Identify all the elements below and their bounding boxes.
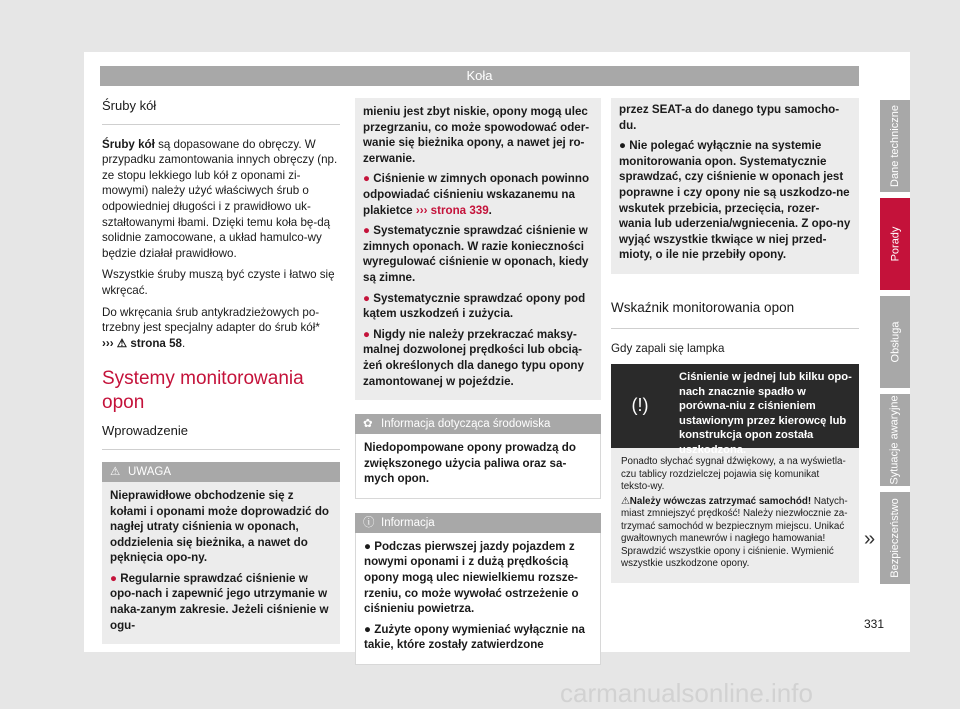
bullet-icon: ● <box>619 139 630 153</box>
warning-bullet <box>363 291 593 322</box>
bullet-icon: ● <box>110 571 121 585</box>
tab-obsluga[interactable] <box>880 296 910 388</box>
info-header <box>355 513 601 533</box>
warning-bullet <box>363 223 593 285</box>
environment-icon: ✿ <box>363 418 373 431</box>
subsection-title: Wprowadzenie <box>102 423 340 450</box>
warning-bullet <box>363 171 593 218</box>
info-icon: ⓘ <box>363 516 375 529</box>
column-3 <box>611 98 859 583</box>
section-title-tire-monitor: Wskaźnik monitorowania opon <box>611 300 859 329</box>
bullet-text: Nigdy nie należy przekraczać maksy-malnej dozwolonej prędkości lub obcią-żeń określonych dla danego typu opony zamontowanej w pojeździe. <box>363 327 584 388</box>
info-body <box>355 533 601 665</box>
page-number: 331 <box>864 617 885 631</box>
paragraph-text: Do wkręcania śrub antykradzieżowych po-trzebny jest specjalny adapter do śrub kół* <box>102 305 320 335</box>
bullet-text: Nie polegać wyłącznie na systemie monitorowania opon. Systematycznie sprawdzać, czy ciśnienie w oponach jest poprawne i czy opony nie są uszkodzo-ne wskutek przebicia, przecięcia, rozer-wania lub uderzenia/wgniecenia. Z opo-ny wyjąć wszystkie tkwiące w niej przed-mioty, o ile nie przebiły opony. <box>619 139 851 262</box>
warning-label: UWAGA <box>128 465 172 478</box>
tab-label: Sytuacje awaryjne <box>889 395 901 485</box>
warning-text: przez SEAT-a do danego typu samocho-du. <box>619 103 840 132</box>
warning-header <box>102 462 340 482</box>
tab-label: Porady <box>889 226 902 262</box>
tire-pressure-lamp-icon: (!) <box>611 364 669 448</box>
tab-sytuacje-awaryjne[interactable] <box>880 394 910 486</box>
punctuation: . <box>488 203 492 217</box>
warning-bullet <box>363 327 593 389</box>
instruction-text: Natych-miast zmniejszyć prędkość! Należy niezwłocznie za-trzymać samochód w bezpiecznym miejscu. Unikać gwałtownych manewrów i nagłego hamowania! Sprawdzić wszystkie opony i ciśnienie. Wymienić wszystkie uszkodzone opony. <box>621 495 848 570</box>
column-1 <box>102 98 340 644</box>
info-label: Informacja <box>381 516 435 529</box>
watermark: carmanualsonline.info <box>560 678 813 708</box>
section-title-wheel-bolts: Śruby kół <box>102 98 340 125</box>
environment-text: Niedopompowane opony prowadzą do zwiększonego użycia paliwa oraz sa-mych opon. <box>364 441 576 486</box>
lamp-body <box>611 448 859 583</box>
continue-arrow: » <box>864 528 876 550</box>
warning-bullet <box>110 571 332 633</box>
bold-instruction: Należy wówczas zatrzymać samochód! <box>629 495 812 507</box>
warning-text: mieniu jest zbyt niskie, opony mogą ulec przegrzaniu, co może spowodować oder-wanie się bieżnika opony, a nawet jej ro-zerwanie. <box>363 105 590 165</box>
bullet-text: Systematycznie sprawdzać ciśnienie w zimnych oponach. W razie konieczności wyregulować ciśnienie w oponach, kiedy są zimne. <box>363 224 589 284</box>
lamp-body-text: Ponadto słychać sygnał dźwiękowy, a na wyświetla-czu tablicy rozdzielczej pojawia się komunikat teksto-wy. <box>621 456 846 493</box>
paragraph <box>102 137 340 262</box>
info-bullet <box>364 622 592 653</box>
bullet-text: Regularnie sprawdzać ciśnienie w opo-nach i zapewnić jego utrzymanie w naka-zanym zakresie. Jeżeli ciśnienie w ogu- <box>110 571 329 632</box>
bullet-icon: ● <box>363 172 374 186</box>
page-reference-link[interactable]: ››› strona 339 <box>415 203 489 217</box>
tab-label: Bezpieczeństwo <box>889 498 901 578</box>
bullet-icon: ● <box>363 224 374 238</box>
bullet-icon: ● <box>363 327 374 341</box>
environment-body <box>355 434 601 499</box>
bullet-text: Ciśnienie w zimnych oponach powinno odpowiadać ciśnieniu wskazanemu na plakietce <box>363 172 590 217</box>
caution-icon: ⚠ <box>621 495 630 507</box>
paragraph <box>102 305 340 352</box>
lamp-description: Ciśnienie w jednej lub kilku opo-nach znacznie spadło w porówna-niu z ciśnieniem ustawionym przez kierowcę lub konstrukcja opon została uszkodzona. <box>669 364 859 448</box>
paragraph: Wszystkie śruby muszą być czyste i łatwo się wkręcać. <box>102 268 335 297</box>
warning-triangle-icon: ⚠ <box>110 465 121 478</box>
bullet-text: Podczas pierwszej jazdy pojazdem z nowymi oponami i z dużą prędkością opony mogą ulec niewielkiemu rozsze-rzeniu, co może wywołać ostrzeżenie o ciśnieniu powietrza. <box>364 539 579 616</box>
warning-box <box>102 462 340 644</box>
page-header: Koła <box>100 66 859 86</box>
environment-label: Informacja dotycząca środowiska <box>381 418 551 431</box>
lamp-title: Gdy zapali się lampka <box>611 341 725 355</box>
punctuation: . <box>181 336 186 350</box>
environment-header <box>355 414 601 434</box>
info-box <box>355 513 601 665</box>
tab-label: Obsługa <box>889 321 902 363</box>
lamp-body-text <box>621 496 849 571</box>
tab-bezpieczenstwo[interactable] <box>880 492 910 584</box>
column-2 <box>355 98 601 665</box>
chapter-title: Systemy monitorowania opon <box>102 368 304 414</box>
warning-text: Nieprawidłowe obchodzenie się z kołami i oponami może doprowadzić do nagłej utraty ciśnienia w oponach, oddzielenia się bieżnika, a nawet do pęknięcia opo-ny. <box>110 488 330 565</box>
bullet-text: Systematycznie sprawdzać opony pod kątem uszkodzeń i zużycia. <box>363 291 586 321</box>
warning-body-continued <box>611 98 859 274</box>
warning-lamp-row <box>611 364 859 456</box>
bullet-icon: ● <box>363 291 374 305</box>
page-reference-link[interactable]: ››› ⚠ strona 58 <box>102 336 182 350</box>
tab-dane-techniczne[interactable] <box>880 100 910 192</box>
tab-label: Dane techniczne <box>889 105 902 187</box>
tab-porady[interactable] <box>880 198 910 290</box>
paragraph-text: są dopasowane do obręczy. W przypadku zamontowania innych obręczy (np. ze stopu lekkiego lub kół z oponami zi-mowymi) należy użyć właściwych śrub o odpowiedniej długości i z prawidłowo uk-ształtowanymi łbami. Dzięki temu koła bę-dą solidnie zamocowane, a układ hamulco-wy będzie działał prawidłowo. <box>102 137 338 260</box>
info-bullet <box>364 539 592 617</box>
warning-bullet <box>619 138 851 263</box>
environment-box <box>355 414 601 499</box>
warning-body <box>102 482 340 644</box>
warning-body-continued <box>355 98 601 400</box>
bullet-icon: ● <box>364 539 375 553</box>
bullet-text: Zużyte opony wymieniać wyłącznie na takie, które zostały zatwierdzone <box>364 622 585 652</box>
bold-term: Śruby kół <box>102 137 155 151</box>
bullet-icon: ● <box>364 622 375 636</box>
